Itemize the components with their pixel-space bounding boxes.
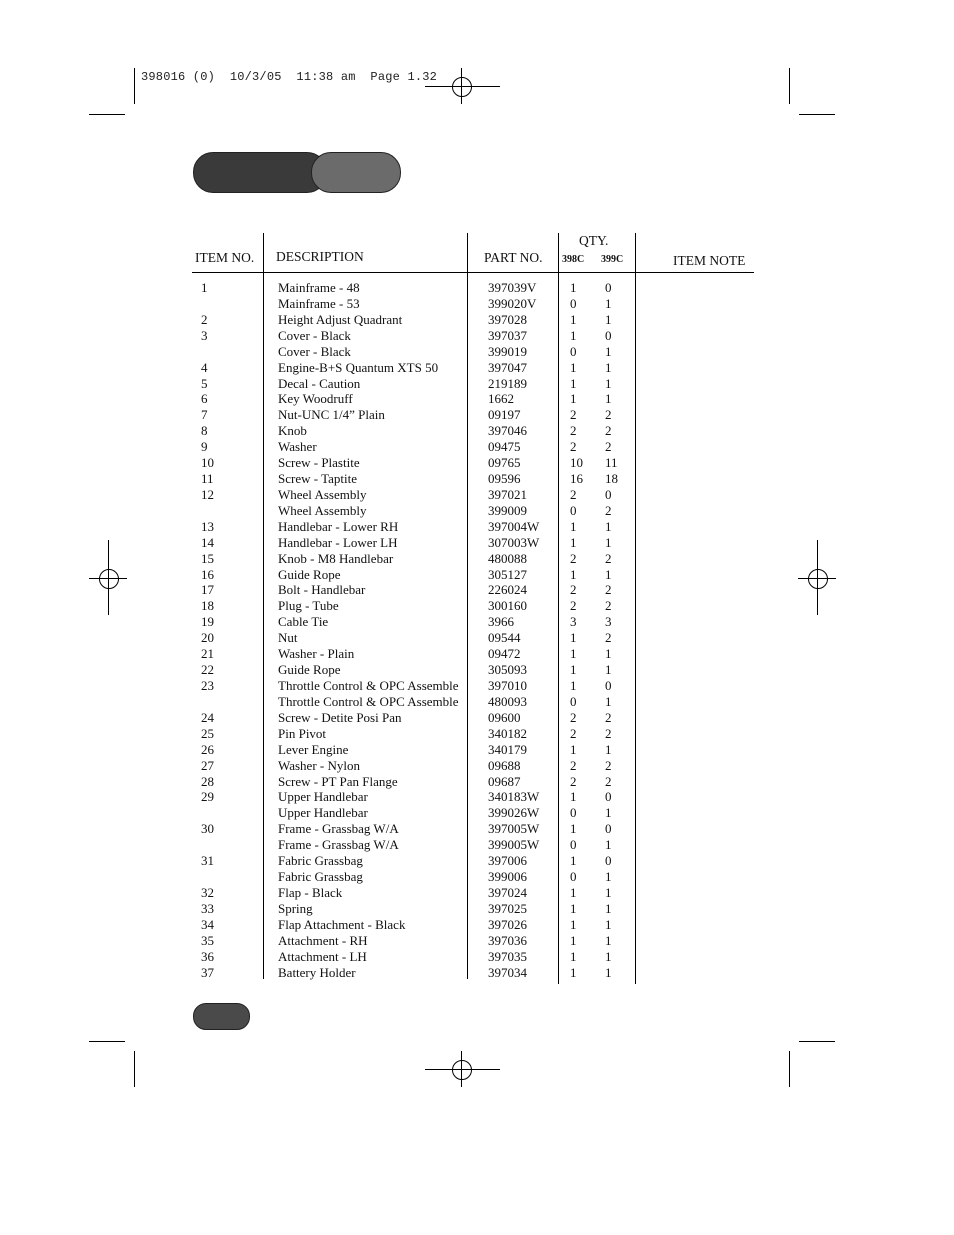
table-row — [0, 423, 954, 439]
crop-mark-top-left-h — [89, 114, 125, 115]
part-no-cell: 09688 — [488, 757, 521, 773]
part-no-cell: 305127 — [488, 566, 527, 582]
print-slug: 398016 (0) 10/3/05 11:38 am Page 1.32 — [141, 70, 438, 84]
table-row — [0, 710, 954, 726]
item-no-cell: 27 — [201, 757, 214, 773]
table-row — [0, 630, 954, 646]
item-no-cell: 28 — [201, 773, 214, 789]
item-no-cell: 19 — [201, 614, 214, 630]
item-no-cell: 20 — [201, 630, 214, 646]
description-cell: Attachment - RH — [278, 932, 368, 948]
item-no-cell: 24 — [201, 709, 214, 725]
part-no-cell: 397004W — [488, 518, 540, 534]
qty-399c-cell: 1 — [605, 662, 612, 678]
qty-399c-cell: 0 — [605, 280, 612, 295]
qty-398c-cell: 2 — [570, 423, 577, 439]
part-no-cell: 397036 — [488, 932, 527, 948]
table-row — [0, 965, 954, 981]
qty-399c-cell: 2 — [605, 502, 612, 518]
item-no-cell: 35 — [201, 932, 214, 948]
table-row — [0, 726, 954, 742]
crop-mark-bottom-left-h — [89, 1041, 125, 1042]
description-cell: Engine-B+S Quantum XTS 50 — [278, 359, 439, 375]
item-no-cell: 1 — [201, 280, 208, 295]
part-no-cell: 09765 — [488, 455, 521, 471]
header-rule — [192, 272, 754, 273]
table-row — [0, 694, 954, 710]
item-no-cell: 4 — [201, 359, 208, 375]
table-row — [0, 821, 954, 837]
item-no-cell: 23 — [201, 678, 214, 693]
part-no-cell: 09472 — [488, 646, 521, 662]
description-cell: Fabric Grassbag — [278, 853, 363, 869]
qty-398c-cell: 0 — [570, 837, 577, 853]
qty-399c-cell: 0 — [605, 486, 612, 502]
qty-399c-cell: 11 — [605, 455, 618, 471]
part-no-cell: 09687 — [488, 773, 521, 789]
table-row — [0, 901, 954, 917]
qty-398c-cell: 1 — [570, 327, 577, 343]
description-cell: Cover - Black — [278, 327, 351, 343]
description-cell: Bolt - Handlebar — [278, 582, 366, 598]
item-no-cell: 3 — [201, 327, 208, 343]
table-row — [0, 853, 954, 869]
qty-398c-cell: 1 — [570, 359, 577, 375]
part-no-cell: 397006 — [488, 853, 527, 869]
registration-circle-bottom — [452, 1060, 472, 1080]
table-row — [0, 933, 954, 949]
description-cell: Decal - Caution — [278, 375, 361, 391]
qty-399c-cell: 1 — [605, 932, 612, 948]
qty-399c-cell: 2 — [605, 773, 612, 789]
description-cell: Nut-UNC 1/4” Plain — [278, 407, 385, 423]
qty-398c-cell: 1 — [570, 948, 577, 964]
table-row — [0, 917, 954, 933]
table-row — [0, 328, 954, 344]
qty-399c-cell: 0 — [605, 821, 612, 837]
table-row — [0, 614, 954, 630]
part-no-cell: 399026W — [488, 805, 540, 821]
part-no-cell: 397039V — [488, 280, 537, 295]
qty-398c-cell: 1 — [570, 534, 577, 550]
item-no-cell: 6 — [201, 391, 208, 407]
table-row — [0, 949, 954, 965]
description-cell: Pin Pivot — [278, 725, 327, 741]
qty-398c-cell: 0 — [570, 805, 577, 821]
table-row — [0, 758, 954, 774]
item-no-cell: 9 — [201, 439, 208, 455]
part-no-cell: 340183W — [488, 789, 540, 805]
qty-398c-cell: 2 — [570, 598, 577, 614]
part-no-cell: 397028 — [488, 311, 527, 327]
qty-399c-cell: 2 — [605, 439, 612, 455]
description-cell: Screw - Plastite — [278, 455, 360, 471]
qty-398c-cell: 2 — [570, 439, 577, 455]
crop-mark-top-right-v — [789, 68, 790, 104]
description-cell: Handlebar - Lower RH — [278, 518, 399, 534]
description-cell: Height Adjust Quadrant — [278, 311, 403, 327]
part-no-cell: 340179 — [488, 741, 527, 757]
table-row — [0, 471, 954, 487]
qty-398c-cell: 1 — [570, 662, 577, 678]
description-cell: Guide Rope — [278, 662, 341, 678]
item-no-cell: 17 — [201, 582, 214, 598]
table-row — [0, 742, 954, 758]
item-no-cell: 29 — [201, 789, 214, 805]
qty-398c-cell: 1 — [570, 916, 577, 932]
qty-398c-cell: 1 — [570, 900, 577, 916]
item-no-cell: 22 — [201, 662, 214, 678]
description-cell: Plug - Tube — [278, 598, 339, 614]
crop-mark-bottom-right-h — [799, 1041, 835, 1042]
part-no-cell: 399009 — [488, 502, 527, 518]
qty-399c-cell: 1 — [605, 518, 612, 534]
table-row — [0, 487, 954, 503]
description-cell: Flap - Black — [278, 884, 343, 900]
item-no-cell: 36 — [201, 948, 214, 964]
description-cell: Key Woodruff — [278, 391, 353, 407]
part-no-cell: 305093 — [488, 662, 527, 678]
qty-399c-cell: 2 — [605, 709, 612, 725]
description-cell: Upper Handlebar — [278, 789, 368, 805]
qty-399c-cell: 1 — [605, 391, 612, 407]
item-no-cell: 2 — [201, 311, 208, 327]
qty-399c-cell: 1 — [605, 805, 612, 821]
part-no-cell: 397010 — [488, 678, 527, 693]
qty-399c-cell: 2 — [605, 725, 612, 741]
qty-399c-cell: 1 — [605, 311, 612, 327]
description-cell: Fabric Grassbag — [278, 869, 363, 885]
page-number-pill — [193, 1003, 250, 1030]
item-no-cell: 12 — [201, 486, 214, 502]
table-row — [0, 391, 954, 407]
item-no-cell: 10 — [201, 455, 214, 471]
item-no-cell: 31 — [201, 853, 214, 869]
description-cell: Frame - Grassbag W/A — [278, 837, 399, 853]
item-no-cell: 30 — [201, 821, 214, 837]
section-tab-light — [311, 152, 401, 193]
qty-399c-cell: 1 — [605, 900, 612, 916]
header-item-no: ITEM NO. — [195, 250, 255, 265]
table-row — [0, 535, 954, 551]
description-cell: Knob — [278, 423, 307, 439]
table-row — [0, 455, 954, 471]
qty-399c-cell: 2 — [605, 407, 612, 423]
qty-399c-cell: 1 — [605, 295, 612, 311]
item-no-cell: 5 — [201, 375, 208, 391]
qty-399c-cell: 0 — [605, 678, 612, 693]
description-cell: Spring — [278, 900, 313, 916]
table-row — [0, 567, 954, 583]
description-cell: Lever Engine — [278, 741, 349, 757]
part-no-cell: 09600 — [488, 709, 521, 725]
crop-mark-top-right-h — [799, 114, 835, 115]
part-no-cell: 397021 — [488, 486, 527, 502]
header-part-no: PART NO. — [484, 250, 543, 265]
description-cell: Screw - Taptite — [278, 471, 357, 487]
qty-398c-cell: 2 — [570, 550, 577, 566]
qty-398c-cell: 0 — [570, 502, 577, 518]
header-qty: QTY. — [579, 233, 609, 248]
qty-398c-cell: 2 — [570, 757, 577, 773]
qty-399c-cell: 3 — [605, 614, 612, 630]
part-no-cell: 226024 — [488, 582, 527, 598]
table-row — [0, 885, 954, 901]
description-cell: Throttle Control & OPC Assemble — [278, 693, 459, 709]
qty-398c-cell: 1 — [570, 311, 577, 327]
qty-398c-cell: 10 — [570, 455, 583, 471]
qty-398c-cell: 1 — [570, 391, 577, 407]
item-no-cell: 32 — [201, 884, 214, 900]
description-cell: Battery Holder — [278, 964, 356, 980]
qty-399c-cell: 1 — [605, 916, 612, 932]
qty-399c-cell: 1 — [605, 646, 612, 662]
table-row — [0, 678, 954, 694]
part-no-cell: 480088 — [488, 550, 527, 566]
qty-398c-cell: 2 — [570, 725, 577, 741]
qty-398c-cell: 1 — [570, 280, 577, 295]
table-row — [0, 360, 954, 376]
item-no-cell: 8 — [201, 423, 208, 439]
qty-398c-cell: 1 — [570, 932, 577, 948]
part-no-cell: 3966 — [488, 614, 514, 630]
qty-399c-cell: 2 — [605, 582, 612, 598]
qty-399c-cell: 2 — [605, 423, 612, 439]
table-row — [0, 551, 954, 567]
description-cell: Wheel Assembly — [278, 502, 367, 518]
item-no-cell: 7 — [201, 407, 208, 423]
qty-398c-cell: 3 — [570, 614, 577, 630]
qty-398c-cell: 2 — [570, 582, 577, 598]
qty-398c-cell: 1 — [570, 821, 577, 837]
description-cell: Washer — [278, 439, 317, 455]
part-no-cell: 397034 — [488, 964, 527, 980]
qty-398c-cell: 1 — [570, 853, 577, 869]
table-row — [0, 519, 954, 535]
item-no-cell: 16 — [201, 566, 214, 582]
qty-398c-cell: 2 — [570, 407, 577, 423]
description-cell: Mainframe - 53 — [278, 295, 360, 311]
crop-mark-top-left-v — [134, 68, 135, 104]
part-no-cell: 1662 — [488, 391, 514, 407]
item-no-cell: 26 — [201, 741, 214, 757]
item-no-cell: 37 — [201, 964, 214, 980]
description-cell: Upper Handlebar — [278, 805, 368, 821]
qty-398c-cell: 16 — [570, 471, 583, 487]
table-row — [0, 280, 954, 296]
item-no-cell: 15 — [201, 550, 214, 566]
part-no-cell: 300160 — [488, 598, 527, 614]
qty-399c-cell: 2 — [605, 630, 612, 646]
qty-399c-cell: 1 — [605, 693, 612, 709]
description-cell: Screw - Detite Posi Pan — [278, 709, 402, 725]
table-row — [0, 805, 954, 821]
qty-398c-cell: 1 — [570, 518, 577, 534]
header-qty-398c: 398C — [562, 254, 585, 265]
qty-398c-cell: 1 — [570, 646, 577, 662]
description-cell: Cable Tie — [278, 614, 329, 630]
qty-399c-cell: 2 — [605, 598, 612, 614]
part-no-cell: 397037 — [488, 327, 527, 343]
part-no-cell: 219189 — [488, 375, 527, 391]
part-no-cell: 397026 — [488, 916, 527, 932]
table-row — [0, 869, 954, 885]
description-cell: Mainframe - 48 — [278, 280, 360, 295]
description-cell: Frame - Grassbag W/A — [278, 821, 399, 837]
qty-399c-cell: 1 — [605, 375, 612, 391]
description-cell: Guide Rope — [278, 566, 341, 582]
qty-398c-cell: 1 — [570, 964, 577, 980]
description-cell: Washer - Nylon — [278, 757, 360, 773]
qty-399c-cell: 1 — [605, 343, 612, 359]
qty-399c-cell: 2 — [605, 550, 612, 566]
crop-mark-bottom-right-v — [789, 1051, 790, 1087]
qty-399c-cell: 1 — [605, 359, 612, 375]
table-row — [0, 296, 954, 312]
section-tab-dark — [193, 152, 327, 193]
description-cell: Attachment - LH — [278, 948, 367, 964]
qty-399c-cell: 1 — [605, 837, 612, 853]
description-cell: Washer - Plain — [278, 646, 355, 662]
table-row — [0, 646, 954, 662]
description-cell: Throttle Control & OPC Assemble — [278, 678, 459, 693]
qty-399c-cell: 2 — [605, 757, 612, 773]
qty-399c-cell: 0 — [605, 327, 612, 343]
qty-398c-cell: 1 — [570, 741, 577, 757]
part-no-cell: 397025 — [488, 900, 527, 916]
description-cell: Wheel Assembly — [278, 486, 367, 502]
header-qty-399c: 399C — [601, 254, 624, 265]
qty-398c-cell: 0 — [570, 343, 577, 359]
part-no-cell: 399019 — [488, 343, 527, 359]
part-no-cell: 480093 — [488, 693, 527, 709]
part-no-cell: 340182 — [488, 725, 527, 741]
item-no-cell: 25 — [201, 725, 214, 741]
qty-399c-cell: 1 — [605, 869, 612, 885]
table-row — [0, 774, 954, 790]
header-description: DESCRIPTION — [276, 249, 364, 264]
table-row — [0, 407, 954, 423]
table-row — [0, 376, 954, 392]
part-no-cell: 307003W — [488, 534, 540, 550]
table-row — [0, 582, 954, 598]
description-cell: Handlebar - Lower LH — [278, 534, 398, 550]
part-no-cell: 09475 — [488, 439, 521, 455]
description-cell: Screw - PT Pan Flange — [278, 773, 398, 789]
table-row — [0, 439, 954, 455]
qty-399c-cell: 1 — [605, 884, 612, 900]
table-row — [0, 312, 954, 328]
qty-398c-cell: 1 — [570, 630, 577, 646]
qty-398c-cell: 1 — [570, 375, 577, 391]
qty-398c-cell: 2 — [570, 773, 577, 789]
part-no-cell: 399020V — [488, 295, 537, 311]
qty-399c-cell: 0 — [605, 853, 612, 869]
part-no-cell: 09544 — [488, 630, 521, 646]
part-no-cell: 09596 — [488, 471, 521, 487]
description-cell: Cover - Black — [278, 343, 351, 359]
item-no-cell: 21 — [201, 646, 214, 662]
qty-399c-cell: 0 — [605, 789, 612, 805]
qty-398c-cell: 2 — [570, 709, 577, 725]
description-cell: Knob - M8 Handlebar — [278, 550, 394, 566]
qty-399c-cell: 1 — [605, 566, 612, 582]
table-row — [0, 344, 954, 360]
description-cell: Flap Attachment - Black — [278, 916, 406, 932]
item-no-cell: 13 — [201, 518, 214, 534]
part-no-cell: 397047 — [488, 359, 527, 375]
qty-398c-cell: 1 — [570, 884, 577, 900]
item-no-cell: 18 — [201, 598, 214, 614]
qty-398c-cell: 0 — [570, 295, 577, 311]
registration-circle-top — [452, 77, 472, 97]
qty-399c-cell: 1 — [605, 948, 612, 964]
qty-398c-cell: 1 — [570, 566, 577, 582]
qty-399c-cell: 18 — [605, 471, 618, 487]
qty-398c-cell: 2 — [570, 486, 577, 502]
table-row — [0, 837, 954, 853]
item-no-cell: 11 — [201, 471, 214, 487]
part-no-cell: 399005W — [488, 837, 540, 853]
qty-398c-cell: 0 — [570, 693, 577, 709]
item-no-cell: 34 — [201, 916, 214, 932]
part-no-cell: 397046 — [488, 423, 527, 439]
qty-399c-cell: 1 — [605, 534, 612, 550]
qty-398c-cell: 1 — [570, 789, 577, 805]
part-no-cell: 399006 — [488, 869, 527, 885]
item-no-cell: 33 — [201, 900, 214, 916]
qty-398c-cell: 1 — [570, 678, 577, 693]
table-row — [0, 789, 954, 805]
item-no-cell: 14 — [201, 534, 214, 550]
header-item-note: ITEM NOTE — [673, 253, 746, 268]
crop-mark-bottom-left-v — [134, 1051, 135, 1087]
part-no-cell: 397005W — [488, 821, 540, 837]
part-no-cell: 09197 — [488, 407, 521, 423]
part-no-cell: 397024 — [488, 884, 527, 900]
qty-398c-cell: 0 — [570, 869, 577, 885]
table-row — [0, 662, 954, 678]
qty-399c-cell: 1 — [605, 964, 612, 980]
qty-399c-cell: 1 — [605, 741, 612, 757]
table-row — [0, 598, 954, 614]
description-cell: Nut — [278, 630, 298, 646]
part-no-cell: 397035 — [488, 948, 527, 964]
table-row — [0, 503, 954, 519]
